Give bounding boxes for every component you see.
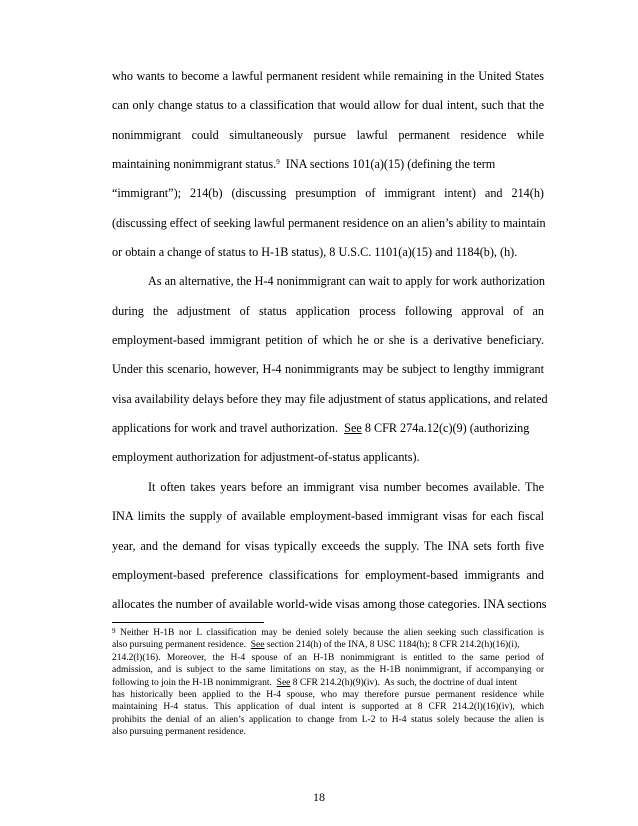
footnote-line: also pursuing permanent residence.	[112, 727, 247, 738]
body-line: nonimmigrant could simultaneously pursue lawful permanent residence while	[112, 127, 544, 142]
body-line-text: INA sections 101(a)(15) (defining the term	[279, 157, 496, 172]
body-line: employment authorization for adjustment-of-status applicants).	[112, 450, 420, 465]
footnote-line: admission, and is subject to the same limitations on stay, as the H-1B nonimmigrant, if accompanying or	[112, 665, 544, 676]
body-line: allocates the number of available world-wide visas among those categories. INA sections	[112, 597, 547, 612]
footnote-line-text: also pursuing permanent residence.	[112, 640, 251, 651]
footnote-line: has historically been applied to the H-4 spouse, who may therefore pursue permanent residence while	[112, 689, 544, 700]
page-number: 18	[313, 790, 325, 804]
footnote-line: prohibits the denial of an alien’s application to change from L-2 to H-4 status solely because the alien is	[112, 714, 544, 725]
body-line-text: maintaining nonimmigrant status.	[112, 157, 277, 172]
footnote-line	[112, 627, 544, 639]
body-line: It often takes years before an immigrant visa number becomes available. The	[148, 479, 544, 494]
body-line: can only change status to a classification that would allow for dual intent, such that the	[112, 98, 544, 113]
footnote-line: maintaining H-4 status. This application of dual intent is supported at 8 CFR 214.2(l)(16)(iv), which	[112, 702, 544, 713]
body-line: As an alternative, the H-4 nonimmigrant can wait to apply for work authorization	[148, 274, 545, 289]
footnote-line-text: 8 CFR 214.2(h)(9)(iv). As such, the doctrine of dual intent	[290, 677, 518, 688]
footnote-line: 214.2(l)(16). Moreover, the H-4 spouse of an H-1B nonimmigrant is entitled to the same period of	[112, 652, 544, 663]
footnote-line-text: Neither H-1B nor L classification may be denied solely because the alien seeking such classification is	[115, 628, 544, 638]
body-line: Under this scenario, however, H-4 nonimmigrants may be subject to lengthy immigrant	[112, 362, 544, 377]
body-line: year, and the demand for visas typically exceeds the supply. The INA sets forth five	[112, 538, 544, 553]
citation-signal: See	[276, 677, 291, 688]
footnote-line	[112, 677, 544, 689]
body-line	[112, 150, 544, 179]
body-line: or obtain a change of status to H-1B status), 8 U.S.C. 1101(a)(15) and 1184(b), (h).	[112, 245, 518, 260]
body-line: “immigrant”); 214(b) (discussing presumption of immigrant intent) and 214(h)	[112, 186, 544, 201]
footnote-line-text: following to join the H-1B nonimmigrant.	[112, 677, 277, 688]
citation-signal: See	[250, 640, 265, 651]
footnote-marker: 9	[112, 627, 116, 635]
body-line-text: 8 CFR 274a.12(c)(9) (authorizing	[361, 421, 530, 436]
footnote-reference: 9	[276, 158, 280, 167]
body-line: INA limits the supply of available employment-based immigrant visas for each fiscal	[112, 509, 544, 524]
body-line: during the adjustment of status application process following approval of an	[112, 303, 544, 318]
footnote-line-text: section 214(h) of the INA, 8 USC 1184(h); 8 CFR 214.2(h)(16)(i),	[264, 640, 520, 651]
body-line	[112, 414, 544, 443]
footnote	[112, 627, 544, 739]
body-text	[112, 62, 548, 620]
footnote-separator	[112, 622, 264, 623]
body-line: who wants to become a lawful permanent resident while remaining in the United States	[112, 69, 544, 83]
citation-signal: See	[344, 421, 362, 436]
body-line: visa availability delays before they may file adjustment of status applications, and related	[112, 391, 548, 406]
body-line-text: applications for work and travel authorization.	[112, 421, 345, 436]
body-line: (discussing effect of seeking lawful permanent residence on an alien’s ability to maintain	[112, 215, 546, 230]
body-line: employment-based immigrant petition of which he or she is a derivative beneficiary.	[112, 333, 544, 348]
footnote-line	[112, 639, 544, 651]
body-line: employment-based preference classifications for employment-based immigrants and	[112, 567, 544, 582]
